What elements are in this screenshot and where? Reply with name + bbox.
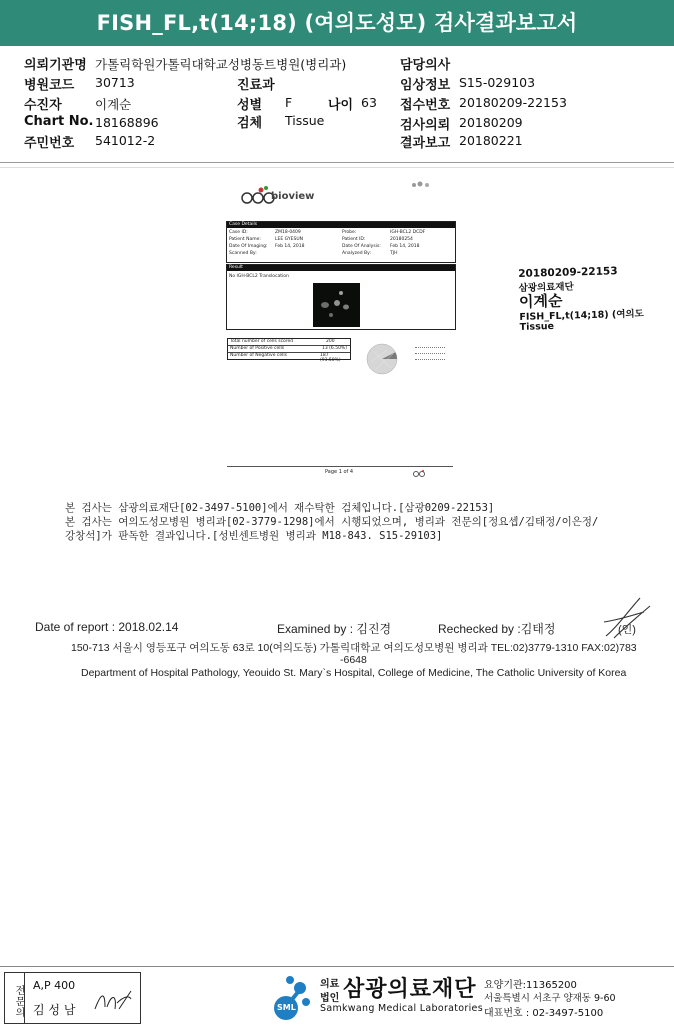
org-info-3: 대표번호 : 02-3497-5100: [484, 1008, 604, 1019]
chart-label: Chart No.: [24, 114, 94, 129]
org-info-2: 서울특별시 서초구 양재동 9-60: [484, 993, 616, 1004]
fish-cell-graphic: [313, 283, 360, 327]
age-label: 나이: [328, 98, 354, 113]
request-label: 검사의뢰: [400, 118, 451, 133]
header-divider: [0, 162, 674, 163]
result-box: [226, 264, 456, 330]
sex-value: F: [285, 95, 293, 110]
department-line: Department of Hospital Pathology, Yeouido St. Mary`s Hospital, College of Medicine, The Catholic University of Korea: [81, 667, 627, 679]
total-row: [228, 339, 350, 346]
note-line-2: 본 검사는 여의도성모병원 병리과[02-3779-1298]에서 시행되었으며, 병리과 전문의[정요셉/김태정/이은정/: [65, 516, 599, 528]
seal-mark: (인): [618, 624, 636, 636]
result-title: Result: [227, 265, 455, 271]
stamp-signature: [91, 985, 135, 1015]
total-value: 200: [326, 339, 335, 344]
id-label: 주민번호: [24, 136, 75, 151]
analyzed-by-value: TJH: [390, 251, 398, 256]
pathologist-stamp: [4, 972, 141, 1024]
receipt-label: 접수번호: [400, 98, 451, 113]
case-details-title: Case Details: [227, 222, 455, 228]
scan-corner-mark: [410, 180, 440, 190]
result-pie-chart: [365, 342, 399, 376]
note-line-3: 강창석]가 판독한 결과입니다.[성빈센트병원 병리과 M18-843. S15-29103]: [65, 530, 443, 542]
institution-value: 가톨릭학원가톨릭대학교성병동트병원(병리과): [95, 57, 347, 72]
sml-logo-icon: [268, 972, 316, 1022]
rechecked-by: Rechecked by :김태정: [438, 622, 556, 636]
case-id-label: Case ID:: [229, 230, 248, 235]
header-divider-shadow: [0, 167, 674, 168]
scan-page-text: Page 1 of 4: [325, 469, 354, 475]
request-value: 20180209: [459, 115, 523, 130]
stamp-side-label: 전문의: [5, 973, 25, 1023]
date-of-report: Date of report : 2018.02.14: [35, 620, 179, 634]
bioview-logo-text: bioview: [271, 191, 315, 202]
patient-id-label: Patient ID:: [342, 237, 366, 242]
analyzed-by-label: Analyzed By:: [342, 251, 371, 256]
dept-label: 진료과: [237, 78, 275, 93]
scanned-report: [225, 180, 457, 480]
hospital-code-value: 30713: [95, 75, 135, 90]
institution-label: 의뢰기관명: [24, 58, 87, 73]
patient-name-label: Patient Name:: [229, 237, 261, 242]
clinical-label: 임상정보: [400, 78, 451, 93]
sex-label: 성별: [237, 98, 263, 113]
receipt-value: 20180209-22153: [459, 95, 567, 110]
clinical-value: S15-029103: [459, 75, 536, 90]
sticker-receipt: 20180209-22153: [518, 265, 618, 280]
scan-footer-logo: [411, 469, 437, 479]
specimen-value: Tissue: [285, 113, 325, 128]
probe-label: Probe:: [342, 230, 357, 235]
address-line-2: -6648: [340, 654, 367, 666]
sticker-test: FISH_FL,t(14;18) (여의도: [519, 308, 644, 323]
result-text: No IGH-BCL2 Translocation: [229, 274, 289, 279]
signature-mark: [600, 592, 658, 644]
hospital-code-label: 병원코드: [24, 78, 75, 93]
specimen-sticker: [504, 260, 674, 341]
org-prefix-2: 법인: [320, 993, 340, 1004]
pie-legend: [415, 344, 445, 358]
sticker-patient-name: 이계순: [518, 291, 563, 311]
org-prefix-1: 의료: [320, 979, 340, 990]
analysis-label: Date Of Analysis:: [342, 244, 381, 249]
patient-name-value: LEE GYESUN: [275, 237, 303, 242]
sticker-org: 삼광의료재단: [518, 281, 574, 294]
probe-value: IGH-BCL2 DCDF: [390, 230, 426, 235]
examined-by: Examined by : 김진경: [277, 622, 392, 636]
org-name: 삼광의료재단: [343, 977, 477, 1002]
report-title: FISH_FL,t(14;18) (여의도성모) 검사결과보고서: [0, 0, 674, 46]
patient-label: 수진자: [24, 98, 62, 113]
stamp-line-1: A,P 400: [33, 979, 76, 992]
bottom-divider: [0, 966, 674, 967]
sticker-specimen: Tissue: [519, 321, 555, 333]
specimen-label: 검체: [237, 116, 263, 131]
patient-value: 이계순: [95, 97, 132, 112]
sml-logo-text: SML: [277, 1003, 296, 1012]
id-value: 541012-2: [95, 133, 156, 148]
positive-row: [228, 346, 350, 353]
case-details-box: [226, 221, 456, 263]
chart-value: 18168896: [95, 115, 159, 130]
fish-cell-image: [313, 283, 360, 327]
doctor-label: 담당의사: [400, 58, 451, 73]
note-line-1: 본 검사는 삼광의료재단[02-3497-5100]에서 재수탁한 검체입니다.[삼광0209-22153]: [65, 502, 495, 514]
report-label: 결과보고: [400, 136, 451, 151]
stamp-line-2: 김 성 남: [33, 1003, 76, 1017]
patient-id-value: 20180254: [390, 237, 413, 242]
counts-table: [227, 338, 351, 363]
case-id-value: ZM18-0409: [275, 230, 301, 235]
imaging-value: Feb 14, 2018: [275, 244, 305, 249]
analysis-value: Feb 14, 2018: [390, 244, 420, 249]
negative-value: 187 (93.50%): [320, 353, 341, 363]
positive-value: 13 (6.50%): [322, 346, 347, 351]
age-value: 63: [361, 95, 377, 110]
total-label: Total number of cells scored: [230, 339, 294, 344]
org-info-1: 요양기관:11365200: [484, 980, 577, 991]
report-value: 20180221: [459, 133, 523, 148]
scanned-by-label: Scanned By:: [229, 251, 257, 256]
positive-label: Number of Positive cells: [230, 346, 285, 351]
address-line-1: 150-713 서울시 영등포구 여의도동 63로 10(여의도동) 가톨릭대학교 여의도성모병원 병리과 TEL:02)3779-1310 FAX:02)783: [71, 642, 637, 654]
org-english: Samkwang Medical Laboratories: [320, 1003, 483, 1014]
negative-row: [228, 353, 350, 363]
scan-footer-line: [227, 466, 453, 467]
imaging-label: Date Of Imaging:: [229, 244, 268, 249]
negative-label: Number of Negative cells: [230, 353, 287, 358]
